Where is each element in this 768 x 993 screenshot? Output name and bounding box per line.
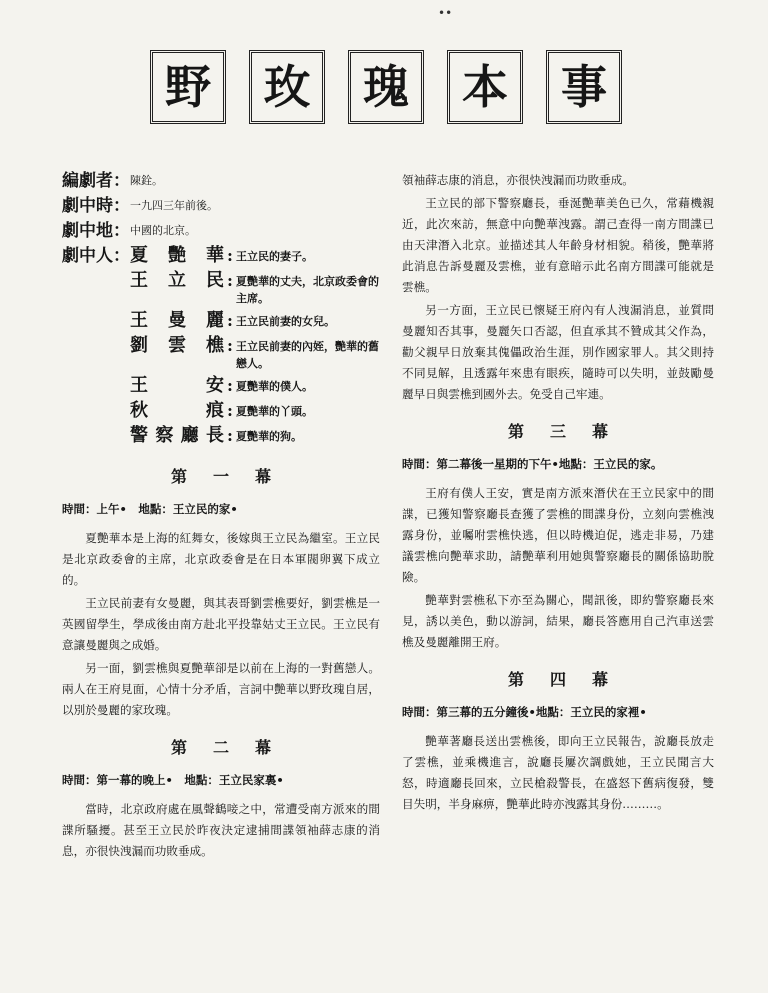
- character-name: 警察廳長: [130, 425, 224, 446]
- character-name: 夏艷華: [130, 245, 224, 266]
- act-3-time: 時間：第二幕後一星期的下午•地點：王立民的家。: [402, 457, 663, 471]
- cast-list: [62, 245, 380, 450]
- act-3-paragraph: 王府有僕人王安，實是南方派來潛伏在王立民家中的間諜，已獲知警察廳長查獲了雲樵的間諜身份，立刻向雲樵洩露身份，並囑咐雲樵快逃，但以時機迫促，逃走非易，乃建議雲樵向艷華求助，請艷華利用她與警察廳長的關係協助脫險。: [402, 486, 714, 584]
- character-row: [130, 270, 380, 307]
- credit-value: 一九四三年前後。: [130, 199, 218, 212]
- act-1-paragraph: 夏艷華本是上海的紅舞女，後嫁與王立民為繼室。王立民是北京政委會的主席，北京政委會是在日本軍閥卵翼下成立的。: [62, 531, 380, 587]
- character-row: [130, 425, 380, 447]
- character-row: [130, 400, 380, 422]
- character-desc: 王立民前妻的內姪，艷華的舊戀人。: [236, 340, 379, 370]
- credit-time: [62, 195, 380, 217]
- character-desc: 夏艷華的丫頭。: [236, 405, 313, 418]
- act-2-paragraph: 另一方面，王立民已懷疑王府內有人洩漏消息，並質問曼麗知否其事，曼麗矢口否認，但直承其不贊成其父作為，勸父親早日放棄其傀儡政治生涯，別作國家罪人。其父則持不同見解，且透露年來患有眼疾，隨時可以失明，並鼓勵曼麗早日與雲樵到國外去。免受自己牢連。: [402, 303, 714, 401]
- character-name: 劉雲樵: [130, 335, 224, 356]
- character-name: 王立民: [130, 270, 224, 291]
- act-1-paragraph: 另一面，劉雲樵與夏艷華卻是以前在上海的一對舊戀人。兩人在王府見面，心情十分矛盾，言詞中艷華以野玫瑰自居，以別於曼麗的家玫瑰。: [62, 661, 380, 717]
- credit-place: [62, 220, 380, 242]
- title-banner: [150, 50, 620, 130]
- character-desc: 夏艷華的丈夫，北京政委會的主席。: [236, 275, 379, 305]
- character-desc: 王立民的妻子。: [236, 250, 313, 263]
- act-2-paragraph: 當時，北京政府處在風聲鶴唼之中，常遭受南方派來的間諜所騷擾。甚至王立民於昨夜決定逮捕間諜領袖薛志康的消息，亦很快洩漏而功敗垂成。: [62, 802, 380, 858]
- title-char-3: 瑰: [348, 50, 424, 124]
- right-column: [402, 170, 714, 817]
- title-char-1: 野: [150, 50, 226, 124]
- act-2-paragraph: 王立民的部下警察廳長，垂涎艷華美色已久，常藉機親近，此次來訪，無意中向艷華洩露。謂己查得一南方間諜已由天津潛入北京。並描述其人年齡身材相貌。稍後，艷華將此消息告訴曼麗及雲樵，並有意暗示此名南方間諜可能就是雲樵。: [402, 196, 714, 294]
- act-1-paragraph: 王立民前妻有女曼麗，與其表哥劉雲樵要好，劉雲樵是一英國留學生，學成後由南方赴北平投靠姑丈王立民。王立民有意讓曼麗與之成婚。: [62, 596, 380, 652]
- character-list: [130, 245, 380, 450]
- title-char-5: 事: [546, 50, 622, 124]
- act-3-heading: 第三幕: [507, 422, 634, 441]
- title-char-4: 本: [447, 50, 523, 124]
- act-3-paragraph: 艷華對雲樵私下亦至為關心，聞訊後，即約警察廳長來見，誘以美色，動以游詞，結果，廳長答應用自己汽車送雲樵及曼麗離開王府。: [402, 593, 714, 649]
- colon: :: [227, 376, 233, 395]
- act-4-paragraph: 艷華著廳長送出雲樵後，即向王立民報告，說廳長放走了雲樵，並乘機進言，說廳長屢次調戲她，王立民聞言大怒，時適廳長回來，立民槍殺警長，在盛怒下舊病復發，雙目失明，半身麻痹，艷華此時亦洩露其身份………。: [402, 734, 714, 811]
- character-desc: 王立民前妻的女兒。: [236, 315, 335, 328]
- act-2-paragraph-continued: 領袖薛志康的消息，亦很快洩漏而功敗垂成。: [402, 173, 634, 187]
- colon: :: [227, 336, 233, 355]
- act-2-heading: 第二幕: [170, 738, 297, 757]
- credit-value: 中國的北京。: [130, 224, 196, 237]
- credit-label: 劇中地：: [62, 221, 130, 241]
- character-name: 秋痕: [130, 400, 224, 421]
- character-name: 王安: [130, 375, 224, 396]
- title-char-2: 玫: [249, 50, 325, 124]
- page-mark: ••: [438, 6, 453, 20]
- act-2-time: 時間：第一幕的晚上• 地點：王立民家裏•: [62, 773, 284, 787]
- colon: :: [227, 246, 233, 265]
- credit-value: 陳銓。: [130, 174, 163, 187]
- character-row: [130, 335, 380, 372]
- character-row: [130, 375, 380, 397]
- colon: :: [227, 311, 233, 330]
- character-name: 王曼麗: [130, 310, 224, 331]
- colon: :: [227, 271, 233, 290]
- colon: :: [227, 401, 233, 420]
- act-1-heading: 第一幕: [170, 467, 297, 486]
- cast-label: 劇中人：: [62, 246, 130, 266]
- credit-label: 編劇者：: [62, 171, 130, 191]
- character-desc: 夏艷華的僕人。: [236, 380, 313, 393]
- act-4-heading: 第四幕: [507, 670, 634, 689]
- left-column: [62, 170, 380, 858]
- character-desc: 夏艷華的狗。: [236, 430, 302, 443]
- character-row: [130, 245, 380, 267]
- credit-label: 劇中時：: [62, 196, 130, 216]
- act-4-time: 時間：第三幕的五分鐘後•地點：王立民的家裡•: [402, 705, 647, 719]
- act-1-time: 時間：上午• 地點：王立民的家•: [62, 502, 238, 516]
- credit-playwright: [62, 170, 380, 192]
- character-row: [130, 310, 380, 332]
- colon: :: [227, 426, 233, 445]
